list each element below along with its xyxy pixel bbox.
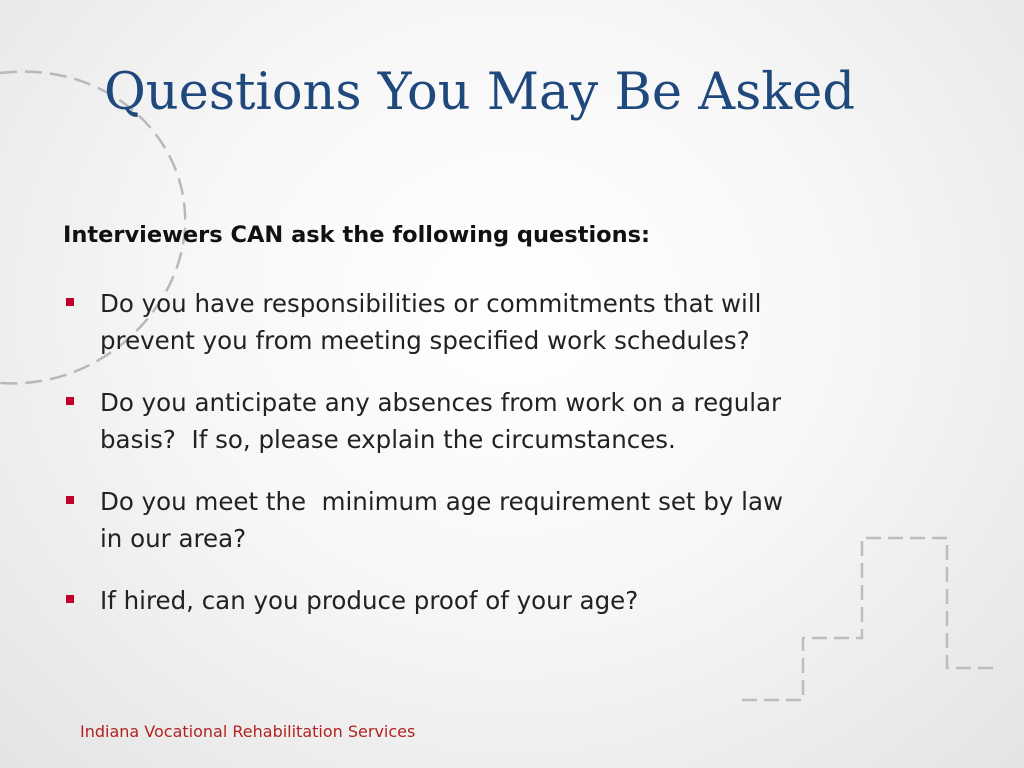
slide-title: Questions You May Be Asked [104, 63, 856, 122]
list-item-3 [63, 483, 963, 557]
list-item-line-1: Do you anticipate any absences from work on a regular [100, 388, 782, 417]
list-item-line-2: basis? If so, please explain the circumstances. [100, 425, 676, 454]
intro-heading: Interviewers CAN ask the following questions: [63, 222, 651, 248]
footer-organization: Indiana Vocational Rehabilitation Services [80, 722, 416, 741]
list-item-line-1: Do you meet the minimum age requirement set by law [100, 487, 784, 516]
square-bullet-icon [66, 298, 74, 306]
list-item-line-1: If hired, can you produce proof of your age? [100, 586, 639, 615]
list-item-line-2: prevent you from meeting specified work schedules? [100, 326, 750, 355]
list-item-4 [63, 582, 963, 619]
question-list [63, 285, 963, 644]
square-bullet-icon [66, 496, 74, 504]
square-bullet-icon [66, 595, 74, 603]
square-bullet-icon [66, 397, 74, 405]
list-item-1 [63, 285, 963, 359]
list-item-2 [63, 384, 963, 458]
list-item-line-2: in our area? [100, 524, 247, 553]
list-item-line-1: Do you have responsibilities or commitments that will [100, 289, 762, 318]
